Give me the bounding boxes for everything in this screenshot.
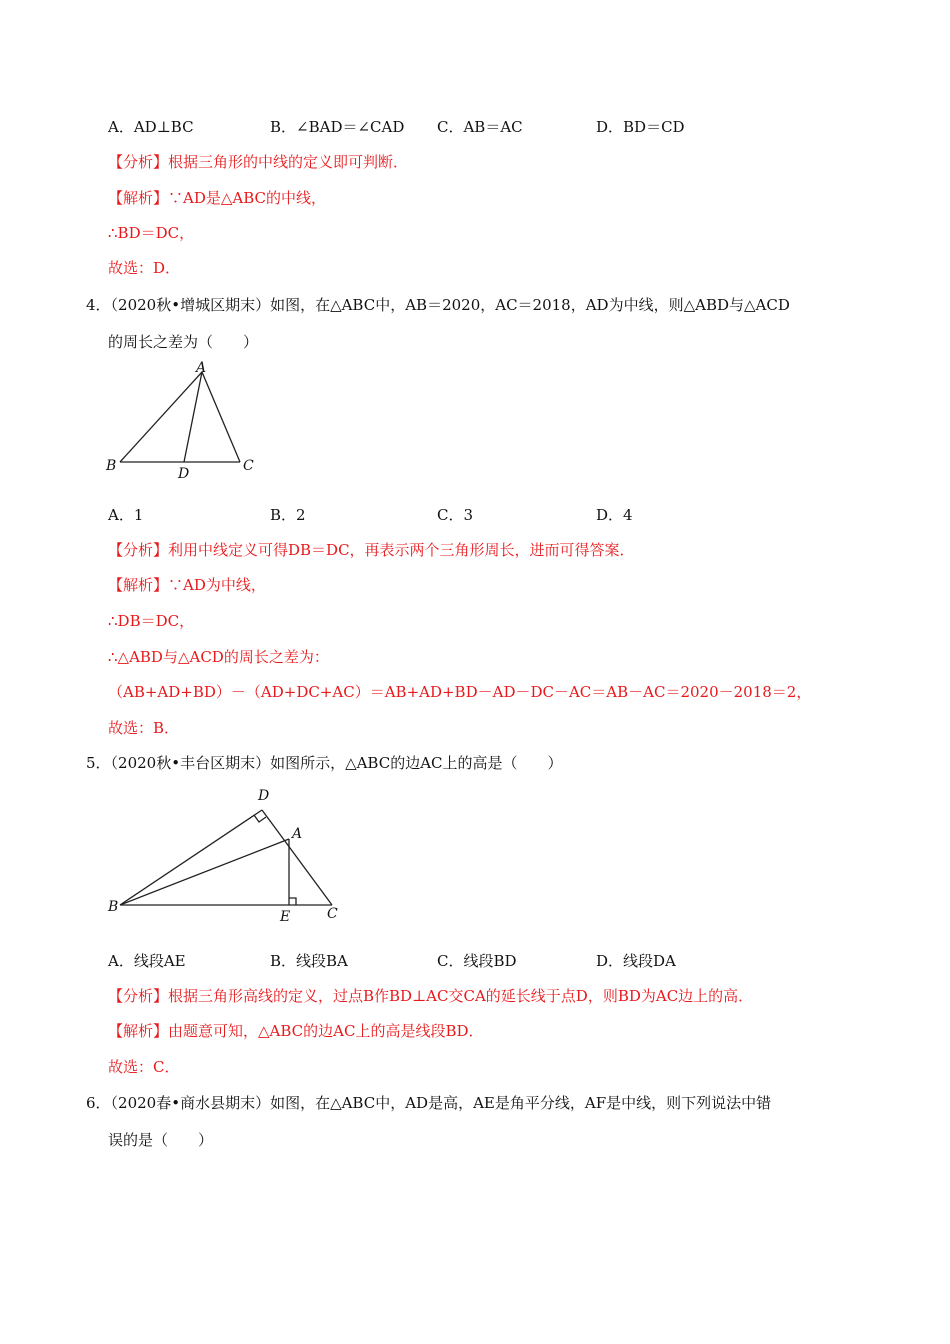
q3-option-b[interactable]: B．∠BAD＝∠CAD [270, 118, 405, 136]
q4-stem-line2: 的周长之差为（ ） [108, 333, 259, 351]
q3-option-c[interactable]: C．AB＝AC [437, 118, 523, 136]
q5-option-a[interactable]: A．线段AE [108, 952, 186, 970]
q5-solution-1: 【解析】由题意可知，△ABC的边AC上的高是线段BD． [108, 1022, 484, 1040]
q5-label-b: B [108, 899, 119, 915]
q6-stem-line1: 6．（2020春•商水县期末）如图，在△ABC中，AD是高，AE是角平分线，AF是中线，则下列说法中错 [86, 1094, 772, 1112]
q5-option-b[interactable]: B．线段BA [270, 952, 348, 970]
q3-solution-3: 故选：D． [108, 259, 181, 277]
q3-option-d[interactable]: D．BD＝CD [596, 118, 685, 136]
q6-stem-line2: 误的是（ ） [108, 1131, 214, 1149]
q5-label-d: D [258, 788, 270, 804]
q4-option-a[interactable]: A．1 [108, 506, 144, 524]
q4-label-b: B [106, 458, 117, 474]
q5-option-d[interactable]: D．线段DA [596, 952, 676, 970]
q4-analysis: 【分析】利用中线定义可得DB＝DC，再表示两个三角形周长，进而可得答案． [108, 541, 635, 559]
q5-analysis: 【分析】根据三角形高线的定义，过点B作BD⊥AC交CA的延长线于点D，则BD为AC边上的高． [108, 987, 754, 1005]
q3-analysis: 【分析】根据三角形的中线的定义即可判断． [108, 153, 409, 171]
q4-option-b[interactable]: B．2 [270, 506, 306, 524]
q5-label-a: A [292, 826, 303, 842]
q4-label-a: A [196, 360, 207, 376]
q5-option-c[interactable]: C．线段BD [437, 952, 517, 970]
q4-stem-line1: 4．（2020秋•增城区期末）如图，在△ABC中，AB＝2020，AC＝2018，AD为中线，则△ABD与△ACD [86, 296, 790, 314]
q4-solution-1: 【解析】∵AD为中线， [108, 576, 266, 594]
q5-label-e: E [280, 909, 291, 925]
q5-label-c: C [327, 906, 338, 922]
q5-stem-line1: 5．（2020秋•丰台区期末）如图所示，△ABC的边AC上的高是（ ） [86, 754, 563, 772]
q5-solution-2: 故选：C． [108, 1058, 180, 1076]
q5-triangle-figure [100, 780, 360, 930]
q4-option-c[interactable]: C．3 [437, 506, 474, 524]
q3-solution-2: ∴BD＝DC， [108, 224, 195, 242]
q4-solution-3: ∴△ABD与△ACD的周长之差为： [108, 648, 329, 666]
q4-solution-4: （AB+AD+BD）－（AD+DC+AC）＝AB+AD+BD－AD－DC－AC＝AB－AC＝2020－2018＝2， [108, 683, 812, 701]
q3-solution-1: 【解析】∵AD是△ABC的中线， [108, 189, 327, 207]
q4-triangle-figure [100, 358, 270, 483]
q4-label-c: C [243, 458, 254, 474]
q4-label-d: D [178, 466, 190, 482]
q4-solution-2: ∴DB＝DC， [108, 612, 195, 630]
q4-option-d[interactable]: D．4 [596, 506, 633, 524]
q3-option-a[interactable]: A．AD⊥BC [108, 118, 194, 136]
q4-solution-5: 故选：B． [108, 719, 180, 737]
